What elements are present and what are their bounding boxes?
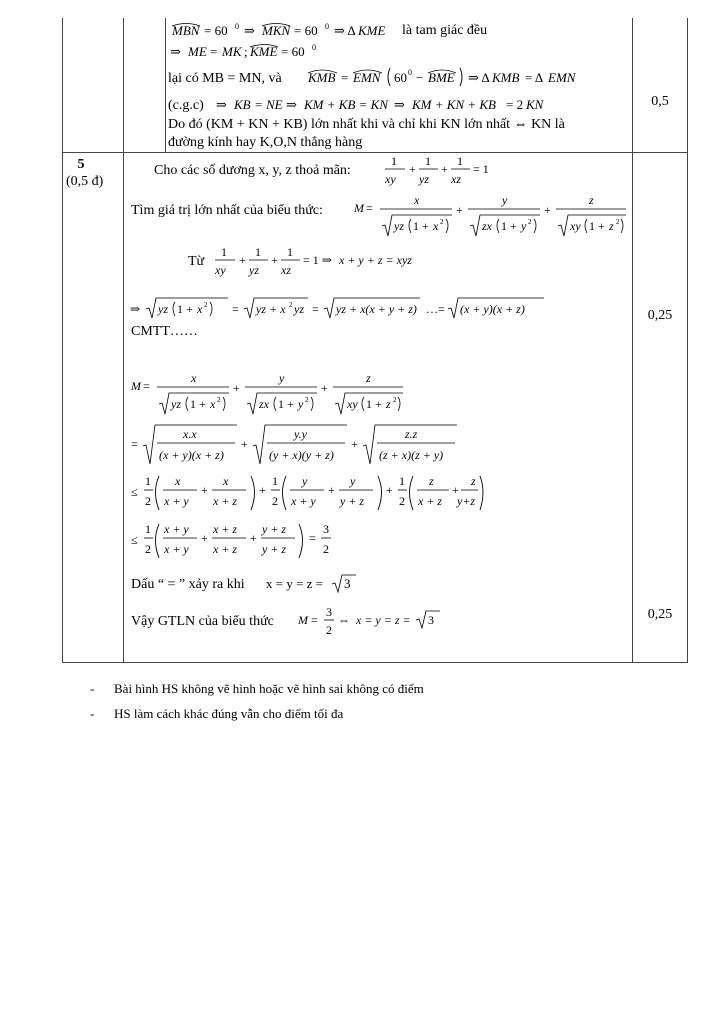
conclusion-prefix: Vậy GTLN của biểu thức — [131, 614, 274, 629]
svg-text:x: x — [197, 302, 203, 316]
svg-text:MKN: MKN — [262, 23, 291, 38]
svg-text:x + z: x + z — [213, 522, 238, 536]
svg-text:xy: xy — [385, 172, 396, 186]
find-prefix: Tìm giá trị lớn nhất của biểu thức: — [131, 203, 323, 218]
note-2-text: HS làm cách khác đúng vẫn cho điểm tối đa — [114, 706, 344, 721]
svg-text:= 60: = 60 — [294, 23, 318, 38]
svg-text:x + y: x + y — [164, 494, 189, 508]
svg-text:= 2: = 2 — [506, 97, 524, 112]
svg-text:xy: xy — [215, 263, 226, 277]
svg-text:⇒: ⇒ — [170, 44, 181, 59]
svg-text:+: + — [241, 437, 248, 451]
table-border-col1 — [123, 18, 124, 663]
svg-text:x + y: x + y — [164, 542, 189, 556]
svg-text:2: 2 — [272, 494, 278, 508]
svg-text:=: = — [312, 302, 319, 316]
svg-text:(y + x)(y + z): (y + x)(y + z) — [269, 448, 334, 462]
svg-text:x = y = z =: x = y = z = — [356, 613, 411, 627]
svg-text:x + y + z = xyz: x + y + z = xyz — [339, 253, 412, 267]
svg-text:(x + y)(x + z): (x + y)(x + z) — [159, 448, 224, 462]
svg-text:=: = — [255, 97, 263, 112]
svg-text:y + z: y + z — [262, 542, 287, 556]
svg-text:= 1 ⇒: = 1 ⇒ — [303, 253, 332, 267]
svg-text:NE: NE — [266, 97, 283, 112]
svg-text:⇒: ⇒ — [216, 97, 227, 112]
svg-text:2: 2 — [145, 494, 151, 508]
svg-text:x = y = z =: x = y = z = — [266, 576, 324, 591]
svg-text:2: 2 — [217, 396, 221, 404]
svg-text:(x + y)(x + z): (x + y)(x + z) — [460, 302, 525, 316]
formula-conclusion — [298, 602, 448, 645]
svg-text:+: + — [250, 531, 257, 545]
svg-text:1: 1 — [457, 154, 463, 168]
svg-text:2: 2 — [440, 218, 444, 226]
svg-text:z: z — [589, 193, 594, 207]
svg-text:+: + — [259, 483, 266, 497]
formula-sum-bound — [131, 520, 331, 569]
svg-text:+: + — [328, 483, 335, 497]
svg-text:xz: xz — [281, 263, 291, 277]
svg-text:⇒ Δ: ⇒ Δ — [334, 23, 356, 38]
svg-text:BME: BME — [428, 70, 455, 85]
svg-text:xy: xy — [570, 219, 581, 233]
svg-text:1: 1 — [145, 474, 151, 488]
svg-text:x: x — [223, 474, 229, 488]
svg-text:+: + — [456, 203, 463, 217]
table-row-divider — [62, 152, 688, 153]
svg-text:=: = — [232, 302, 239, 316]
svg-text:=: = — [210, 44, 218, 59]
svg-text:x: x — [414, 193, 420, 207]
top-line1-text: là tam giác đều — [402, 23, 488, 38]
svg-text:⇒ Δ: ⇒ Δ — [468, 70, 490, 85]
table-border-right — [687, 18, 688, 663]
svg-text:60: 60 — [394, 70, 407, 85]
equality-prefix: Dấu “ = ” xảy ra khi — [131, 577, 245, 592]
svg-text:+: + — [201, 483, 208, 497]
svg-text:ME: ME — [188, 44, 207, 59]
svg-text:MK: MK — [222, 44, 242, 59]
score-q5-first: 0,25 — [647, 308, 673, 323]
svg-text:;: ; — [244, 44, 248, 59]
formula-root-fractions — [131, 422, 461, 473]
svg-text:KN: KN — [526, 97, 544, 112]
svg-text:≤: ≤ — [131, 533, 138, 547]
svg-text:y + z: y + z — [340, 494, 365, 508]
svg-text:KME: KME — [250, 44, 278, 59]
cmtt-text: CMTT…… — [131, 324, 198, 339]
svg-text:EMN: EMN — [548, 70, 576, 85]
svg-text:x: x — [175, 474, 181, 488]
formula-equality-case — [266, 572, 366, 599]
svg-text:+: + — [201, 531, 208, 545]
svg-text:yz: yz — [171, 397, 181, 411]
svg-text:=: = — [309, 531, 316, 545]
svg-text:−: − — [416, 70, 424, 85]
svg-text:zx: zx — [482, 219, 492, 233]
svg-text:= Δ: = Δ — [525, 70, 544, 85]
svg-text:+: + — [441, 162, 448, 176]
svg-text:x + y: x + y — [291, 494, 316, 508]
svg-text:xz: xz — [451, 172, 461, 186]
svg-text:3: 3 — [323, 522, 329, 536]
svg-text:+: + — [409, 162, 416, 176]
note-1-bullet: - — [90, 681, 95, 696]
top-line3-prefix: lại có MB = MN, và — [168, 71, 282, 86]
svg-text:y: y — [521, 219, 527, 233]
from-prefix: Từ — [188, 254, 205, 269]
svg-text:+: + — [351, 437, 358, 451]
svg-text:= 60: = 60 — [204, 23, 228, 38]
svg-text:0: 0 — [408, 68, 412, 77]
svg-text:2: 2 — [204, 301, 208, 309]
svg-text:2: 2 — [305, 396, 309, 404]
svg-text:3: 3 — [326, 605, 332, 619]
table-border-left — [62, 18, 63, 663]
formula-m-restated — [131, 370, 406, 425]
svg-text:1: 1 — [272, 474, 278, 488]
svg-text:x: x — [191, 371, 197, 385]
svg-text:zx: zx — [259, 397, 269, 411]
svg-text:y: y — [302, 474, 308, 488]
svg-text:2: 2 — [399, 494, 405, 508]
svg-text:KMB: KMB — [308, 70, 336, 85]
svg-text:x + z: x + z — [213, 542, 238, 556]
note-2-bullet: - — [90, 706, 95, 721]
svg-text:2: 2 — [323, 542, 329, 556]
svg-text:=: = — [143, 379, 150, 393]
svg-text:+: + — [452, 483, 459, 497]
formula-m-definition — [354, 192, 629, 247]
top-line6: đường kính hay K,O,N thẳng hàng — [168, 135, 363, 150]
svg-text:= 60: = 60 — [281, 44, 305, 59]
svg-text:yz: yz — [294, 302, 304, 316]
svg-text:=: = — [341, 70, 349, 85]
svg-text:0: 0 — [312, 43, 316, 52]
svg-text:…=: …= — [426, 302, 445, 316]
svg-text:+: + — [239, 253, 246, 267]
svg-text:y: y — [350, 474, 356, 488]
svg-text:+: + — [271, 253, 278, 267]
svg-text:y: y — [279, 371, 285, 385]
svg-text:y+z: y+z — [457, 494, 476, 508]
svg-text:x.x: x.x — [183, 427, 197, 441]
svg-text:z: z — [609, 219, 614, 233]
svg-text:⇒: ⇒ — [130, 302, 141, 316]
formula-root-expansion — [130, 295, 550, 326]
svg-text:2: 2 — [326, 623, 332, 637]
svg-text:z: z — [366, 371, 371, 385]
svg-text:2: 2 — [528, 218, 532, 226]
svg-text:=: = — [131, 437, 138, 451]
svg-text:3: 3 — [428, 613, 434, 627]
svg-text:1: 1 — [221, 245, 227, 259]
svg-text:=: = — [366, 201, 373, 215]
table-border-col2 — [632, 18, 633, 663]
svg-text:0: 0 — [325, 22, 329, 31]
question-number: 5 — [77, 157, 85, 172]
score-top: 0,5 — [651, 94, 669, 109]
svg-text:3: 3 — [344, 576, 351, 591]
svg-text:x + y: x + y — [164, 522, 189, 536]
table-border-col1b — [165, 18, 166, 152]
formula-given — [383, 152, 493, 193]
svg-text:KM + KN + KB: KM + KN + KB — [412, 97, 496, 112]
svg-text:1: 1 — [145, 522, 151, 536]
svg-text:KM + KB = KN: KM + KB = KN — [304, 97, 388, 112]
svg-text:= 1: = 1 — [473, 162, 489, 176]
svg-text:yz: yz — [249, 263, 259, 277]
svg-text:x: x — [210, 397, 216, 411]
svg-text:y.y: y.y — [294, 427, 307, 441]
table-border-bottom — [62, 662, 688, 663]
formula-kmb-emn — [306, 64, 606, 95]
question-points: (0,5 đ) — [66, 174, 104, 189]
svg-text:y: y — [502, 193, 508, 207]
svg-text:y + z: y + z — [262, 522, 287, 536]
svg-text:yz: yz — [394, 219, 404, 233]
svg-text:z: z — [429, 474, 434, 488]
svg-text:z: z — [471, 474, 476, 488]
svg-text:(z + x)(z + y): (z + x)(z + y) — [379, 448, 444, 462]
svg-text:1 +: 1 + — [589, 219, 605, 233]
formula-from — [213, 243, 423, 284]
svg-text:+: + — [321, 381, 328, 395]
svg-text:1: 1 — [399, 474, 405, 488]
svg-text:⇒: ⇒ — [394, 97, 405, 112]
svg-text:KME: KME — [358, 23, 386, 38]
svg-text:z: z — [386, 397, 391, 411]
svg-text:M: M — [354, 201, 364, 215]
svg-text:+: + — [233, 381, 240, 395]
svg-text:⇔: ⇔ — [338, 613, 350, 627]
svg-text:1 +: 1 + — [501, 219, 517, 233]
score-q5-second: 0,25 — [647, 607, 673, 622]
top-line5: Do đó (KM + KN + KB) lớn nhất khi và chỉ khi KN lớn nhất ⇔ KN là — [168, 117, 565, 132]
svg-text:M: M — [298, 613, 308, 627]
svg-text:yz + x: yz + x — [256, 302, 286, 316]
note-1-text: Bài hình HS không vẽ hình hoặc vẽ hình sai không có điểm — [114, 681, 424, 696]
svg-text:x + z: x + z — [213, 494, 238, 508]
svg-text:+: + — [544, 203, 551, 217]
svg-text:=: = — [311, 613, 318, 627]
svg-text:0: 0 — [235, 22, 239, 31]
svg-text:y: y — [298, 397, 304, 411]
svg-text:2: 2 — [145, 542, 151, 556]
svg-text:2: 2 — [393, 396, 397, 404]
svg-text:x + z: x + z — [418, 494, 443, 508]
svg-text:1: 1 — [255, 245, 261, 259]
svg-text:1 +: 1 + — [278, 397, 294, 411]
svg-text:yz: yz — [419, 172, 429, 186]
svg-text:1 +: 1 + — [190, 397, 206, 411]
svg-text:1: 1 — [425, 154, 431, 168]
svg-text:1: 1 — [391, 154, 397, 168]
svg-text:xy: xy — [347, 397, 358, 411]
svg-text:⇒: ⇒ — [244, 23, 255, 38]
svg-text:1 +: 1 + — [413, 219, 429, 233]
svg-text:+: + — [386, 483, 393, 497]
svg-text:M: M — [131, 379, 141, 393]
svg-text:1: 1 — [287, 245, 293, 259]
svg-text:yz + x(x + y + z): yz + x(x + y + z) — [336, 302, 417, 316]
svg-text:KMB: KMB — [492, 70, 520, 85]
svg-text:2: 2 — [616, 218, 620, 226]
svg-text:KB: KB — [234, 97, 251, 112]
formula-inequality — [131, 472, 481, 521]
svg-text:1 +: 1 + — [366, 397, 382, 411]
svg-text:≤: ≤ — [131, 485, 138, 499]
top-line4-prefix: (c.g.c) — [168, 98, 204, 113]
svg-text:MBN: MBN — [172, 23, 200, 38]
svg-text:EMN: EMN — [353, 70, 381, 85]
svg-text:yz: yz — [158, 302, 168, 316]
given-prefix: Cho các số dương x, y, z thoả mãn: — [154, 163, 351, 178]
svg-text:2: 2 — [289, 301, 293, 309]
svg-text:x: x — [433, 219, 439, 233]
svg-text:1 +: 1 + — [177, 302, 193, 316]
svg-text:⇒: ⇒ — [286, 97, 297, 112]
svg-text:z.z: z.z — [405, 427, 418, 441]
